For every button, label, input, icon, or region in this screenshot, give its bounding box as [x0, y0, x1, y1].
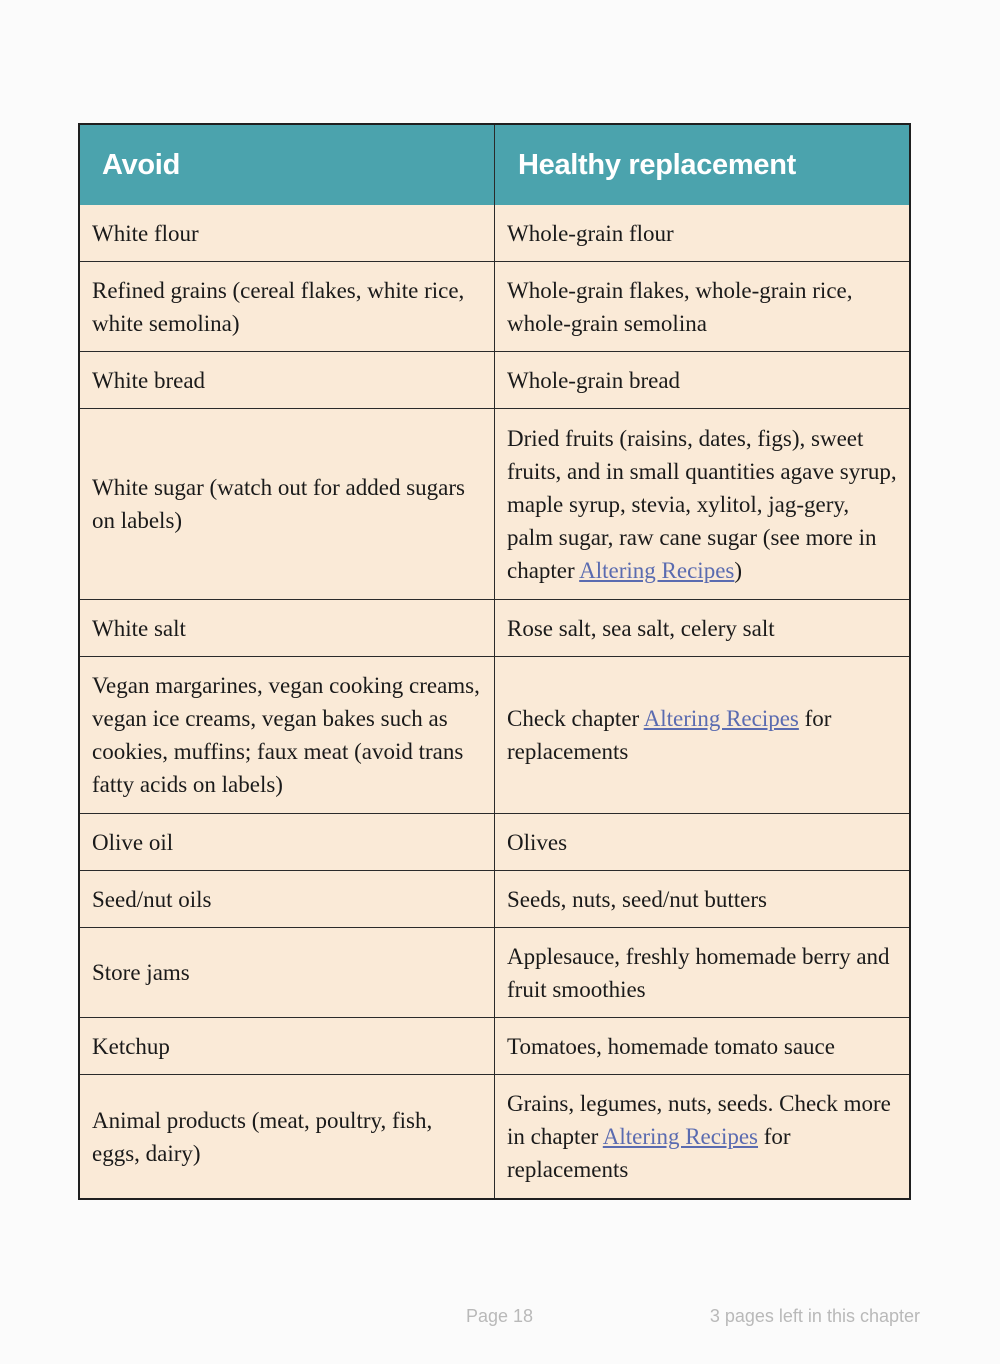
replacement-text	[507, 826, 567, 859]
replacement-text-part: Seeds, nuts, seed/nut butters	[507, 886, 767, 912]
replacement-text-part: Dried fruits (raisins, dates, figs), sweet fruits, and in small quantities agave syrup, maple syrup, stevia, xylitol, jag-gery, palm sugar, raw cane sugar (see more in chapter	[507, 425, 897, 583]
avoid-cell: Animal products (meat, poultry, fish, eggs, dairy)	[80, 1075, 495, 1198]
replacement-text-part: Tomatoes, homemade tomato sauce	[507, 1033, 835, 1059]
replacement-text	[507, 422, 897, 587]
replacement-cell	[495, 352, 909, 408]
replacement-text	[507, 1087, 897, 1186]
altering-recipes-link[interactable]: Altering Recipes	[643, 706, 799, 731]
altering-recipes-link[interactable]: Altering Recipes	[579, 557, 735, 583]
replacement-text	[507, 883, 767, 916]
table-row	[80, 870, 909, 927]
replacement-cell	[495, 600, 909, 656]
replacement-table	[78, 123, 911, 1200]
header-avoid: Avoid	[80, 125, 495, 205]
avoid-cell: Olive oil	[80, 814, 495, 870]
table-header-row	[80, 125, 909, 205]
replacement-text-part: Whole-grain flakes, whole-grain rice, whole-grain semolina	[507, 277, 853, 336]
avoid-cell: White salt	[80, 600, 495, 656]
table-row	[80, 205, 909, 261]
page-number: Page 18	[466, 1306, 534, 1326]
replacement-text	[507, 702, 897, 768]
table-row	[80, 1017, 909, 1074]
table-row	[80, 1074, 909, 1198]
replacement-text	[507, 1030, 835, 1063]
table-row	[80, 351, 909, 408]
table-row	[80, 408, 909, 599]
replacement-cell	[495, 657, 909, 813]
replacement-text	[507, 274, 897, 340]
replacement-text	[507, 612, 775, 645]
replacement-text-part: for replacements	[507, 706, 832, 764]
avoid-cell: White flour	[80, 205, 495, 261]
header-healthy-replacement: Healthy replacement	[518, 148, 796, 181]
pages-left-in-chapter: 3 pages left in this chapter	[709, 1306, 920, 1326]
replacement-text-part: Olives	[507, 829, 568, 855]
replacement-cell	[495, 928, 909, 1017]
avoid-cell: Refined grains (cereal flakes, white rice, white semolina)	[80, 262, 495, 351]
altering-recipes-link[interactable]: Altering Recipes	[602, 1124, 759, 1149]
replacement-cell	[495, 814, 909, 870]
replacement-text-part: Grains, legumes, nuts, seeds. Check more in chapter	[507, 1091, 891, 1149]
replacement-text-part: )	[734, 557, 743, 583]
replacement-cell	[495, 409, 909, 599]
replacement-cell	[495, 205, 909, 261]
replacement-text-part: Check chapter	[507, 706, 644, 731]
avoid-cell: White bread	[80, 352, 495, 408]
table-row	[80, 927, 909, 1017]
avoid-cell: Vegan margarines, vegan cooking creams, vegan ice creams, vegan bakes such as cookies, muffins; faux meat (avoid trans fatty acids on labels)	[80, 657, 495, 813]
table-row	[80, 813, 909, 870]
replacement-text	[507, 364, 680, 397]
replacement-text-part: for replacements	[507, 1124, 791, 1182]
replacement-text	[507, 940, 897, 1006]
replacement-text-part: Whole-grain flour	[507, 220, 674, 246]
avoid-cell: Ketchup	[80, 1018, 495, 1074]
avoid-cell: White sugar (watch out for added sugars on labels)	[80, 409, 495, 599]
table-row	[80, 656, 909, 813]
avoid-cell: Store jams	[80, 928, 495, 1017]
table-row	[80, 261, 909, 351]
replacement-text-part: Whole-grain bread	[507, 367, 681, 393]
replacement-cell	[495, 1018, 909, 1074]
replacement-cell	[495, 1075, 909, 1198]
replacement-text-part: Applesauce, freshly homemade berry and fruit smoothies	[507, 943, 890, 1002]
replacement-cell	[495, 262, 909, 351]
replacement-cell	[495, 871, 909, 927]
replacement-text-part: Rose salt, sea salt, celery salt	[507, 615, 775, 641]
avoid-cell: Seed/nut oils	[80, 871, 495, 927]
replacement-text	[507, 217, 674, 250]
table-row	[80, 599, 909, 656]
